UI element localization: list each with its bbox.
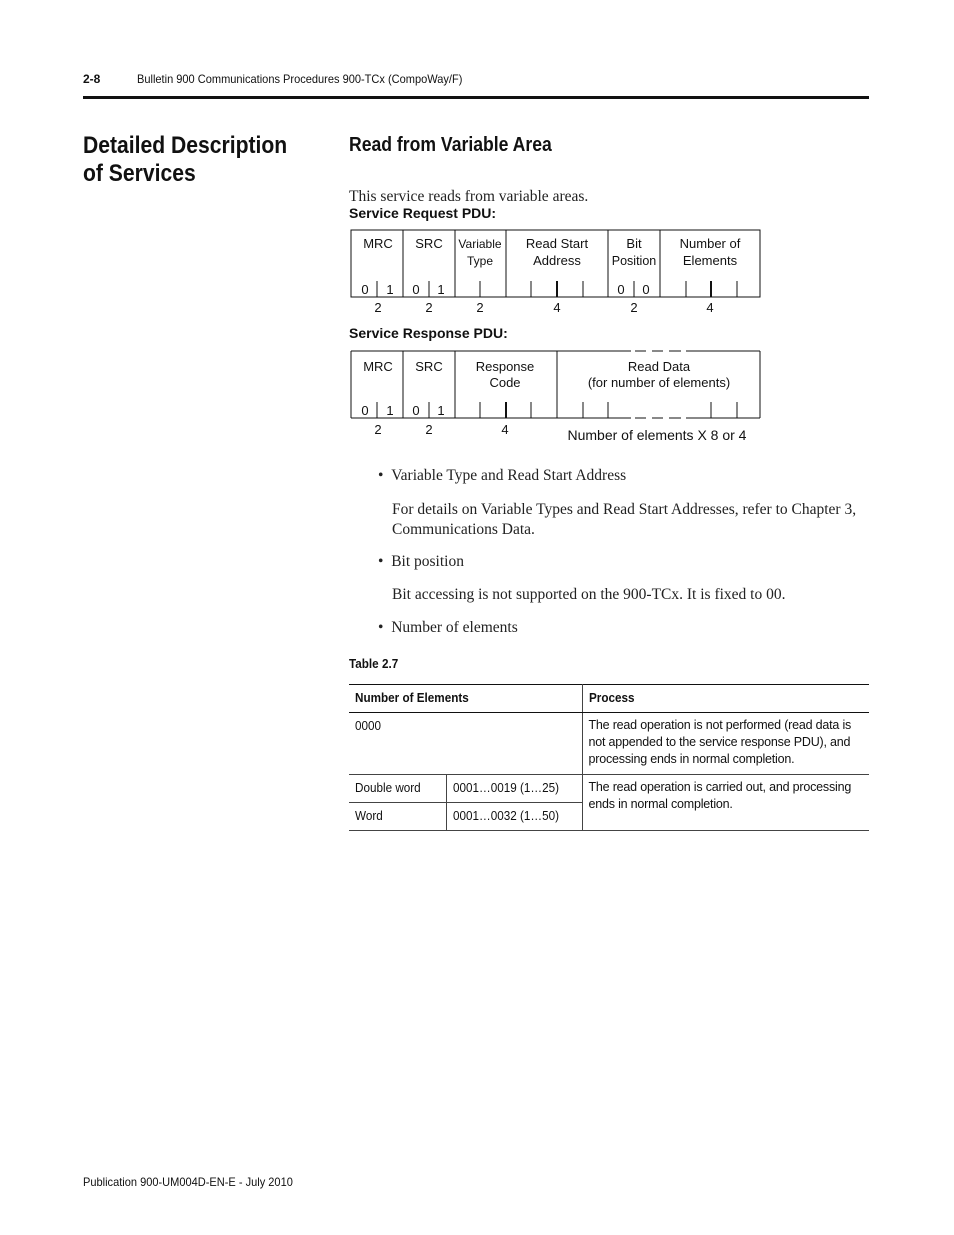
table-caption: Table 2.7 — [349, 656, 399, 671]
bullet-glyph: • — [378, 467, 392, 484]
table-cell: 0001…0019 (1…25) — [446, 775, 582, 803]
response-read-data-bytes: Number of elements X 8 or 4 — [567, 427, 747, 443]
response-mrc-value-1: 1 — [386, 403, 394, 418]
table-row — [349, 713, 869, 775]
bullet-text: For details on Variable Types and Read Start Addresses, refer to Chapter 3, Communications Data. — [392, 501, 857, 538]
table-cell: 0001…0032 (1…50) — [446, 803, 582, 831]
request-pdu-diagram — [349, 228, 764, 325]
request-src-label: SRC — [415, 236, 443, 251]
table-cell: Word — [349, 803, 446, 831]
request-bit-position-label: Bit — [626, 236, 642, 251]
bullet-item — [378, 553, 464, 571]
bullet-title: Number of elements — [391, 619, 518, 636]
table-header-cell: Process — [582, 685, 869, 713]
request-read-start-label-2: Address — [533, 253, 581, 268]
bullet-text: Bit accessing is not supported on the 900-TCx. It is fixed to 00. — [392, 586, 786, 603]
request-number-elements-bytes: 4 — [706, 300, 714, 315]
request-mrc-label: MRC — [363, 236, 393, 251]
intro-text: This service reads from variable areas. — [349, 188, 589, 205]
response-src-bytes: 2 — [425, 422, 433, 437]
table-header-cell: Number of Elements — [349, 685, 582, 713]
request-read-start-label: Read Start — [525, 236, 589, 251]
footer-publication: Publication 900-UM004D-EN-E - July 2010 — [83, 1175, 293, 1189]
section-title: Detailed Description of Services — [83, 132, 288, 187]
response-src-value-1: 1 — [437, 403, 445, 418]
subsection-title: Read from Variable Area — [349, 134, 552, 156]
response-mrc-label: MRC — [363, 359, 393, 374]
table-cell: The read operation is not performed (read data is not appended to the service response PDU), and processing ends in normal completion. — [582, 713, 869, 775]
bullet-glyph: • — [378, 553, 392, 570]
response-src-value-0: 0 — [412, 403, 420, 418]
table-row — [349, 775, 869, 803]
bullet-item — [378, 467, 626, 485]
response-src-label: SRC — [415, 359, 443, 374]
table-cell: Double word — [349, 775, 446, 803]
request-bit-value-1: 0 — [642, 282, 650, 297]
elements-table — [349, 684, 869, 831]
request-bit-position-bytes: 2 — [630, 300, 638, 315]
page-number: 2-8 — [83, 72, 101, 86]
request-mrc-value-0: 0 — [361, 282, 369, 297]
request-number-elements-label: Number of — [679, 236, 741, 251]
response-code-label-2: Code — [489, 375, 521, 390]
request-number-elements-label-2: Elements — [682, 253, 738, 268]
running-title: Bulletin 900 Communications Procedures 900-TCx (CompoWay/F) — [137, 72, 463, 86]
request-bit-position-label-2: Position — [611, 254, 657, 268]
request-src-value-1: 1 — [437, 282, 445, 297]
response-code-label: Response — [475, 359, 535, 374]
table-cell: 0000 — [349, 713, 582, 775]
request-variable-type-label: Variable — [458, 237, 502, 251]
response-read-data-label: Read Data — [627, 359, 691, 374]
request-src-value-0: 0 — [412, 282, 420, 297]
response-mrc-value-0: 0 — [361, 403, 369, 418]
request-pdu-label: Service Request PDU: — [349, 205, 497, 221]
bullet-title: Bit position — [391, 553, 464, 570]
header-rule — [83, 96, 869, 99]
response-pdu-diagram — [349, 345, 764, 452]
request-src-bytes: 2 — [425, 300, 433, 315]
bullet-glyph: • — [378, 619, 392, 636]
request-mrc-bytes: 2 — [374, 300, 382, 315]
response-pdu-label: Service Response PDU: — [349, 325, 508, 341]
request-variable-type-label-2: Type — [466, 254, 494, 268]
response-code-bytes: 4 — [501, 422, 509, 437]
bullet-title: Variable Type and Read Start Address — [391, 467, 627, 484]
request-read-start-bytes: 4 — [553, 300, 561, 315]
table-header-row — [349, 685, 869, 713]
request-mrc-value-1: 1 — [386, 282, 394, 297]
request-variable-type-bytes: 2 — [476, 300, 484, 315]
request-bit-value-0: 0 — [617, 282, 625, 297]
table-cell: The read operation is carried out, and processing ends in normal completion. — [582, 775, 869, 831]
bullet-item — [378, 619, 518, 637]
response-mrc-bytes: 2 — [374, 422, 382, 437]
response-read-data-label-2: (for number of elements) — [587, 375, 731, 390]
